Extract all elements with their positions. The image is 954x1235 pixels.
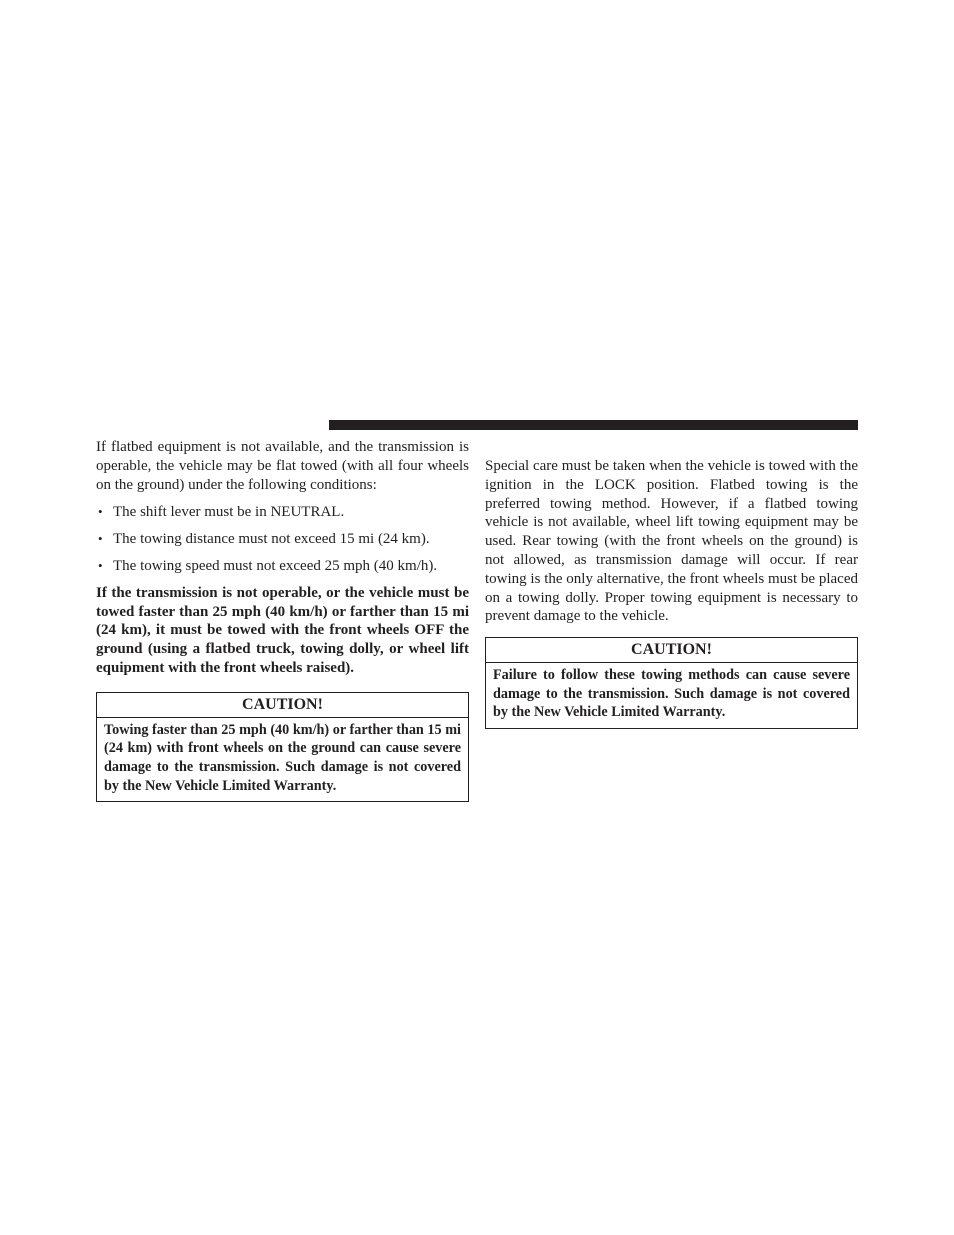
towing-conditions-list [96, 503, 469, 575]
front-wheels-off-paragraph: If the transmission is not operable, or the vehicle must be towed faster than 25 mph (40 km/h) or farther than 15 mi (24 km), it must be towed with the front wheels OFF the ground (using a flatbed truck, towing dolly, or wheel lift equipment with the front wheels raised). [96, 584, 469, 676]
caution-box-left [96, 692, 469, 802]
right-column [485, 457, 858, 729]
section-header-bar [329, 420, 858, 430]
caution-body: Towing faster than 25 mph (40 km/h) or farther than 15 mi (24 km) with front wheels on the ground can cause severe damage to the transmission. Such damage is not covered by the New Vehicle Limited Warranty. [104, 721, 461, 794]
caution-title: CAUTION! [486, 638, 857, 663]
caution-box-right [485, 637, 858, 729]
caution-body: Failure to follow these towing methods can cause severe damage to the transmission. Such damage is not covered by the New Vehicle Limited Warranty. [493, 667, 850, 721]
intro-paragraph: If flatbed equipment is not available, and the transmission is operable, the vehicle may be flat towed (with all four wheels on the ground) under the following conditions: [96, 439, 469, 493]
list-item: • The shift lever must be in NEUTRAL. [96, 503, 469, 522]
list-item: • The towing distance must not exceed 15 mi (24 km). [96, 530, 469, 549]
caution-title: CAUTION! [97, 693, 468, 718]
list-item: • The towing speed must not exceed 25 mph (40 km/h). [96, 557, 469, 576]
left-column [96, 438, 469, 802]
special-care-paragraph: Special care must be taken when the vehicle is towed with the ignition in the LOCK position. Flatbed towing is the preferred towing method. However, if a flatbed towing vehicle is not available, wheel lift towing equipment may be used. Rear towing (with the front wheels on the ground) is not allowed, as transmission damage will occur. If rear towing is the only alternative, the front wheels must be placed on a towing dolly. Proper towing equipment is necessary to prevent damage to the vehicle. [485, 458, 858, 625]
